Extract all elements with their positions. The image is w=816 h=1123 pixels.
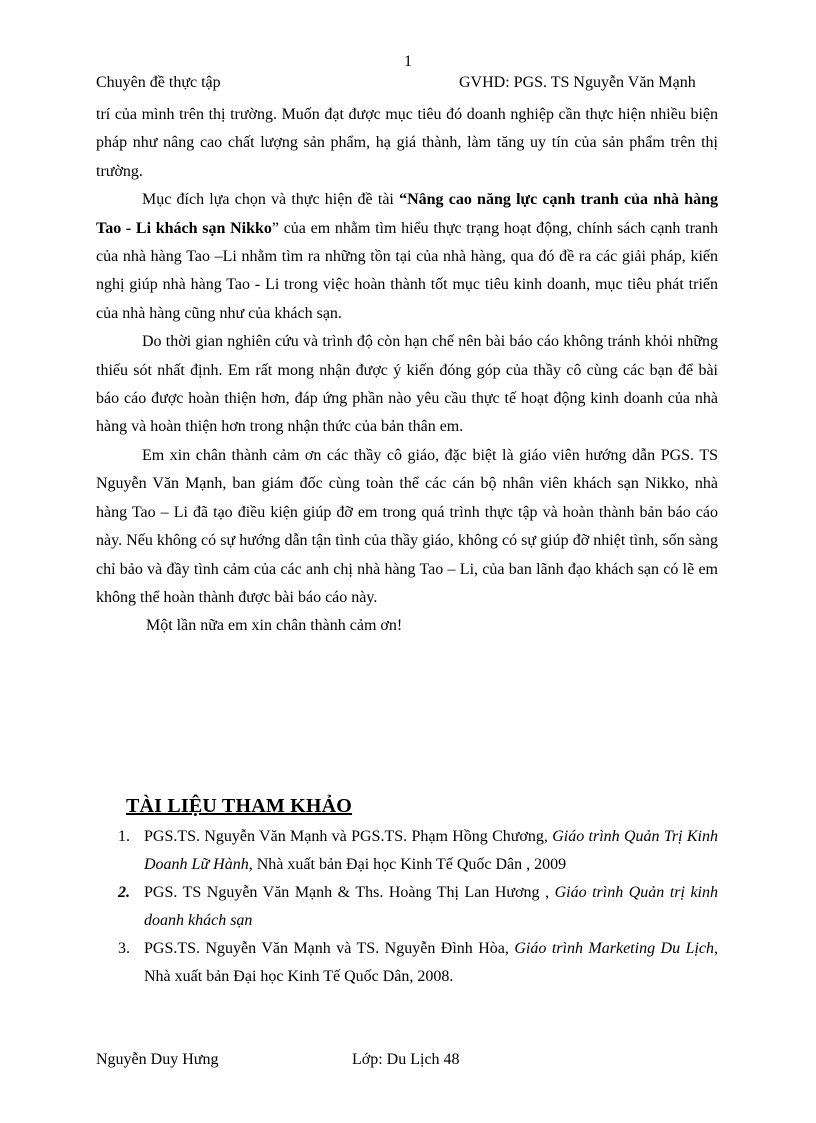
reference-number: 3. bbox=[118, 940, 130, 957]
reference-item bbox=[96, 823, 718, 879]
paragraph-3: Do thời gian nghiên cứu và trình độ còn hạn chế nên bài báo cáo không tránh khỏi những thiếu sót nhất định. Em rất mong nhận được ý kiến đóng góp của thầy cô cùng các bạn để bài báo cáo được hoàn thiện hơn, đáp ứng phần nào yêu cầu thực tế hoạt động kinh doanh của nhà hàng và hoàn thiện hơn trong nhận thức của bản thân em. bbox=[96, 333, 718, 436]
reference-title: Giáo trình Marketing Du Lịch bbox=[514, 940, 715, 957]
page-header bbox=[96, 74, 718, 96]
footer-class: Lớp: Du Lịch 48 bbox=[352, 1051, 460, 1068]
header-right: GVHD: PGS. TS Nguyễn Văn Mạnh bbox=[459, 74, 696, 91]
paragraph-2-lead: Mục đích lựa chọn và thực hiện đề tài bbox=[142, 191, 400, 209]
closing-line: Một lần nữa em xin chân thành cảm ơn! bbox=[146, 617, 403, 635]
paragraph-2-rest: ” của em nhằm tìm hiểu thực trạng hoạt động, chính sách cạnh tranh của nhà hàng Tao –Li nhằm tìm ra những tồn tại của nhà hàng, qua đó đề ra các giải pháp, kiến nghị giúp nhà hàng Tao - Li trong việc hoàn thành tốt mục tiêu kinh doanh, mục tiêu phát triển của nhà hàng cũng như của khách sạn. bbox=[96, 219, 718, 322]
reference-number: 2. bbox=[118, 884, 130, 901]
reference-publisher: , Nhà xuất bản Đại học Kinh Tế Quốc Dân , 2009 bbox=[248, 856, 567, 873]
header-left: Chuyên đề thực tập bbox=[96, 74, 221, 91]
paragraph-2 bbox=[96, 186, 718, 328]
reference-title: Giáo trình Quản Trị Kinh Doanh Lữ Hành bbox=[144, 828, 718, 873]
reference-title: Giáo trình Quản trị kinh doanh khách sạn bbox=[144, 884, 718, 929]
thesis-title: “Nâng cao năng lực cạnh tranh của nhà hàng Tao - Li khách sạn Nikko bbox=[96, 191, 719, 237]
reference-authors: PGS.TS. Nguyễn Văn Mạnh và PGS.TS. Phạm Hồng Chương, bbox=[144, 828, 553, 845]
reference-item bbox=[96, 935, 718, 991]
page-number: 1 bbox=[404, 53, 412, 70]
body-text bbox=[96, 101, 718, 641]
reference-authors: PGS.TS. Nguyễn Văn Mạnh và TS. Nguyễn Đình Hòa, bbox=[144, 940, 515, 957]
reference-number: 1. bbox=[118, 828, 130, 845]
paragraph-4: Em xin chân thành cảm ơn các thầy cô giáo, đặc biệt là giáo viên hướng dẫn PGS. TS Nguyễn Văn Mạnh, ban giám đốc cùng toàn thể các cán bộ nhân viên khách sạn Nikko, nhà hàng Tao – Li đã tạo điều kiện giúp đỡ em trong quá trình thực tập và hoàn thành bản báo cáo này. Nếu không có sự hướng dẫn tận tình của thầy giáo, không có sự giúp đỡ nhiệt tình, sốn sàng chỉ bảo và đầy tình cảm của các anh chị nhà hàng Tao – Li, của ban lãnh đạo khách sạn có lẽ em không thể hoàn thành được bài báo cáo này. bbox=[96, 446, 718, 606]
paragraph-1: trí của mình trên thị trường. Muốn đạt được mục tiêu đó doanh nghiệp cần thực hiện nhiều biện pháp như nâng cao chất lượng sản phẩm, hạ giá thành, làm tăng uy tín của sản phẩm trên thị trường. bbox=[96, 106, 718, 180]
references-list bbox=[96, 823, 718, 991]
reference-authors: PGS. TS Nguyễn Văn Mạnh & Ths. Hoàng Thị Lan Hương , bbox=[144, 884, 555, 901]
page-footer bbox=[96, 1051, 718, 1073]
reference-publisher: , Nhà xuất bản Đại học Kinh Tế Quốc Dân, 2008. bbox=[144, 940, 719, 985]
references-heading: TÀI LIỆU THAM KHẢO bbox=[126, 795, 353, 817]
footer-author: Nguyễn Duy Hưng bbox=[96, 1051, 219, 1068]
reference-item bbox=[96, 879, 718, 935]
